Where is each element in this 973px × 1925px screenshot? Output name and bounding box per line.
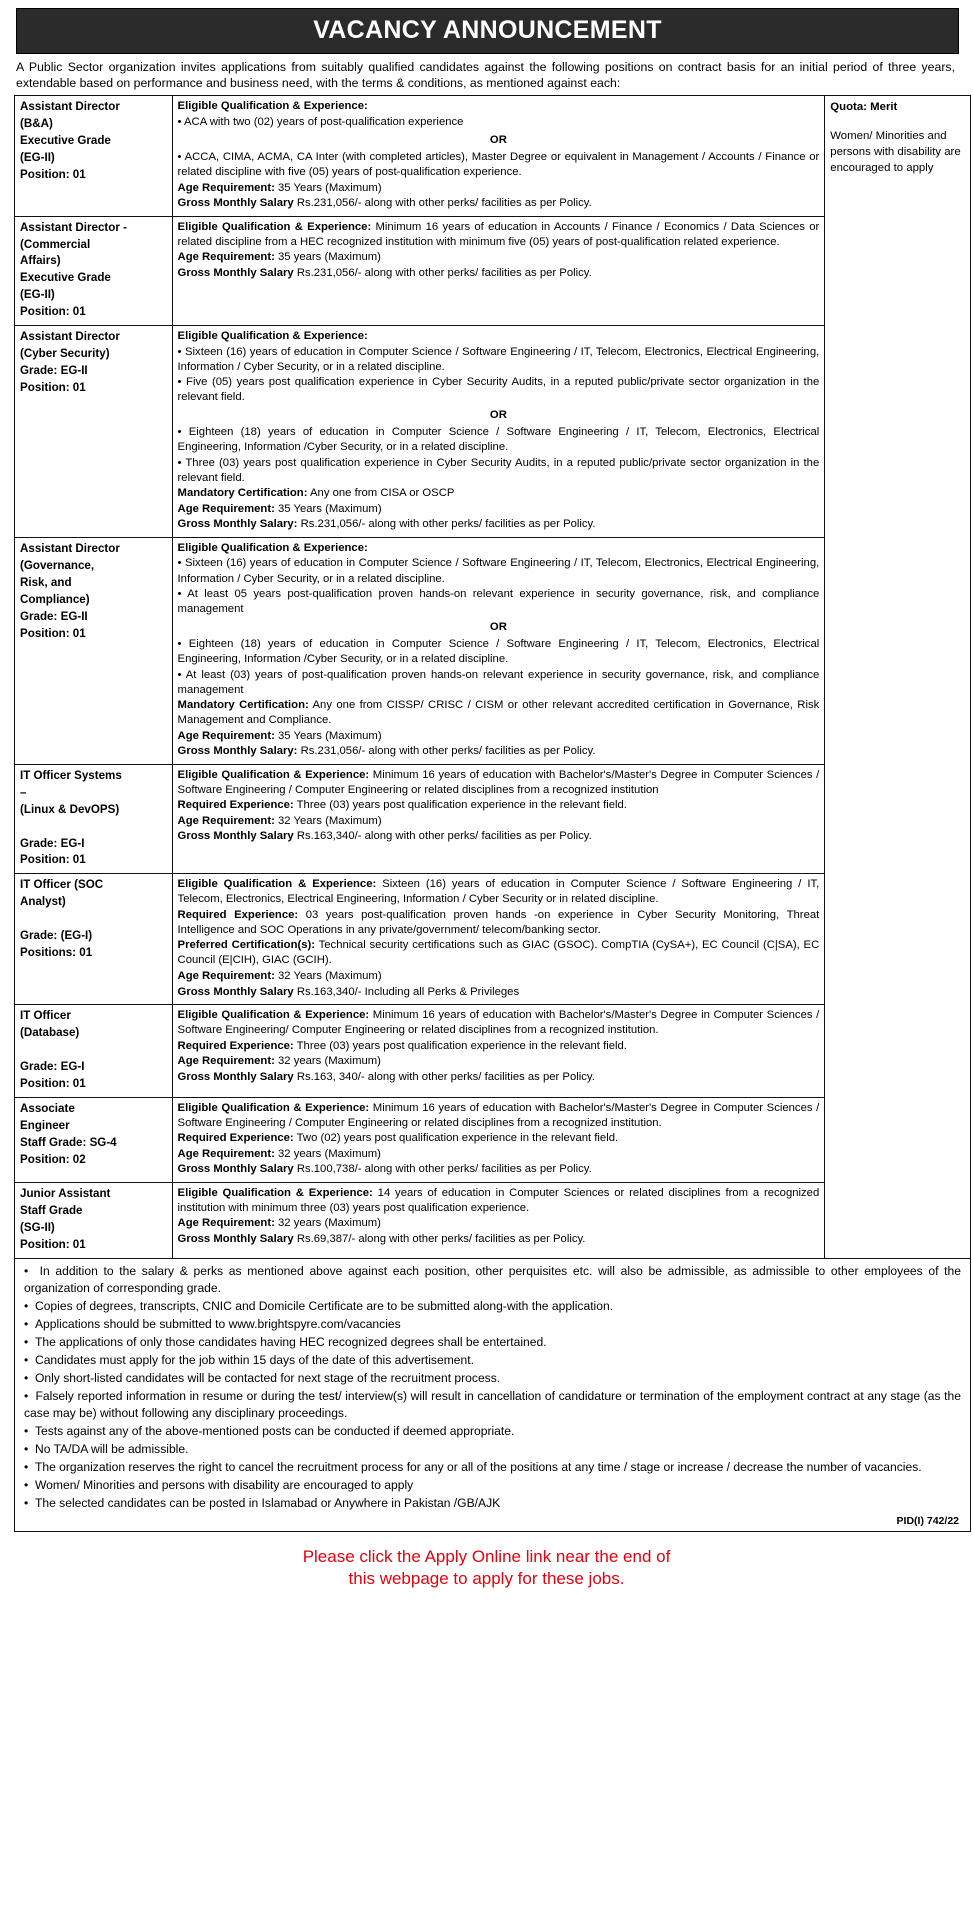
position-title-line: (Linux & DevOPS): [20, 802, 120, 816]
gross-monthly-salary-label: Gross Monthly Salary: [177, 1163, 294, 1176]
eligible-qualification-value: Minimum 16 years of education in Accounts / Finance / Economics / Data Sciences or related discipline from a HEC recognized institution with minimum five (05) years of post-qualification related experience.: [177, 220, 820, 248]
required-experience: [178, 1131, 820, 1146]
position-detail-cell: [172, 874, 825, 1005]
qualification-bullet: • Three (03) years post qualification experience in Cyber Security Audits, in a reputed public/private sector organization in the relevant field.: [177, 456, 820, 484]
position-title-cell: [15, 874, 173, 1005]
position-title-cell: [15, 216, 173, 326]
age-requirement: [178, 969, 820, 984]
age-requirement: [178, 250, 820, 265]
age-requirement-value: 32 Years (Maximum): [277, 970, 382, 982]
note-item: • Falsely reported information in resume or during the test/ interview(s) will result in cancellation of candidature or termination of the employment contract at any stage (as the case may be) without following any disciplinary proceedings.: [24, 1388, 961, 1422]
position-detail-cell: [172, 1005, 825, 1098]
age-requirement-label: Age Requirement:: [177, 970, 275, 982]
position-title-cell: [15, 764, 173, 874]
qualification-bullet: • ACA with two (02) years of post-qualification experience: [177, 115, 464, 128]
gross-monthly-salary: [178, 517, 820, 532]
position-title-line: Position: 01: [20, 853, 86, 867]
position-title-line: Staff Grade: [20, 1203, 83, 1217]
gross-monthly-salary-label: Gross Monthly Salary: [177, 1070, 294, 1083]
age-requirement: [178, 1147, 820, 1162]
eligible-qualification: [178, 541, 820, 556]
position-detail-cell: [172, 1182, 825, 1258]
position-title-line: (SG-II): [20, 1220, 55, 1234]
position-title-line: Grade: EG-I: [20, 836, 85, 850]
mandatory-certification-label: Mandatory Certification:: [177, 699, 309, 712]
position-title-line: Executive Grade: [20, 271, 111, 285]
gross-monthly-salary-value: Rs.231,056/- along with other perks/ facilities as per Policy.: [300, 518, 596, 531]
position-detail-cell: [172, 1097, 825, 1182]
position-title-cell: [15, 326, 173, 538]
mandatory-certification-value: Any one from CISSP/ CRISC / CISM or other relevant accredited certification in Governance, Risk Management and Compliance.: [177, 699, 820, 727]
position-title-line: Assistant Director: [20, 541, 120, 555]
quota-cell: [825, 96, 971, 1258]
age-requirement: [178, 181, 820, 196]
age-requirement-label: Age Requirement:: [177, 1217, 275, 1230]
position-title-line: Position: 01: [20, 381, 86, 395]
gross-monthly-salary-value: Rs.163, 340/- along with other perks/ facilities as per Policy.: [296, 1070, 595, 1083]
position-title-line: Assistant Director -: [20, 220, 127, 234]
gross-monthly-salary-label: Gross Monthly Salary: [177, 197, 294, 210]
qualification-bullet: • At least (03) years of post-qualification proven hands-on relevant experience in security governance, risk, and compliance management: [177, 668, 820, 696]
apply-note-line-2: this webpage to apply for these jobs.: [348, 1569, 625, 1589]
eligible-qualification: [178, 329, 820, 344]
position-title-cell: [15, 1005, 173, 1098]
eligible-qualification: [178, 99, 820, 114]
or-separator: OR: [489, 133, 507, 146]
position-title-line: Position: 01: [20, 626, 86, 640]
age-requirement-value: 32 years (Maximum): [277, 1055, 381, 1068]
eligible-qualification: [178, 220, 820, 250]
note-item: • The selected candidates can be posted in Islamabad or Anywhere in Pakistan /GB/AJK: [24, 1495, 961, 1512]
position-title-line: Grade: EG-II: [20, 364, 88, 378]
eligible-qualification-label: Eligible Qualification & Experience:: [177, 878, 377, 891]
position-title-line: Affairs): [20, 254, 61, 268]
mandatory-certification-value: Any one from CISA or OSCP: [310, 487, 455, 500]
note-item: • Tests against any of the above-mentioned posts can be conducted if deemed appropriate.: [24, 1423, 961, 1440]
position-title-line: [20, 819, 167, 835]
position-title-line: (Governance,: [20, 558, 95, 572]
required-experience-label: Required Experience:: [177, 1039, 294, 1052]
position-title-line: Grade: (EG-I): [20, 929, 93, 943]
required-experience: [178, 1039, 820, 1054]
notes-section: [14, 1259, 971, 1532]
required-experience-value: Two (02) years post qualification experience in the relevant field.: [296, 1132, 619, 1145]
eligible-qualification-label: Eligible Qualification & Experience:: [177, 100, 368, 113]
eligible-qualification-value: 14 years of education in Computer Sciences or related disciplines from a recognized institution with minimum three (03) years post qualification experience.: [177, 1186, 820, 1214]
position-title-line: (B&A): [20, 117, 53, 131]
apply-online-note: [8, 1546, 965, 1600]
required-experience-value: 03 years post-qualification proven hands -on experience in Cyber Security Monitoring, Threat Intelligence and SOC Operations in any private/government/ telecom/banking sector.: [177, 908, 820, 936]
position-title-line: (EG-II): [20, 151, 55, 165]
position-title-line: Staff Grade: SG-4: [20, 1135, 117, 1149]
note-item: • Only short-listed candidates will be contacted for next stage of the recruitment process.: [24, 1370, 961, 1387]
gross-monthly-salary-value: Rs.231,056/- along with other perks/ facilities as per Policy.: [300, 745, 596, 758]
qualification-bullet: • Eighteen (18) years of education in Computer Science / Software Engineering / IT, Telecom, Electronics, Electrical Engineering, Information /Cyber Security, or in a related discipline.: [177, 638, 820, 666]
mandatory-certification: [178, 486, 820, 501]
required-experience: [178, 908, 820, 938]
gross-monthly-salary-value: Rs.231,056/- along with other perks/ facilities as per Policy.: [296, 197, 592, 210]
quota-title: Quota: Merit: [830, 101, 898, 114]
eligible-qualification-label: Eligible Qualification & Experience:: [177, 1101, 370, 1114]
position-title-line: Positions: 01: [20, 946, 93, 960]
gross-monthly-salary-value: Rs.100,738/- along with other perks/ facilities as per Policy.: [296, 1163, 592, 1176]
intro-paragraph: A Public Sector organization invites applications from suitably qualified candidates against the following positions on contract basis for an initial period of three years, extendable based on performance and business need, with the terms & conditions, as mentioned against each:: [16, 60, 955, 91]
note-item: • Candidates must apply for the job within 15 days of the date of this advertisement.: [24, 1352, 961, 1369]
position-title-line: Associate: [20, 1101, 75, 1115]
eligible-qualification-label: Eligible Qualification & Experience:: [177, 1009, 370, 1022]
or-separator: OR: [489, 621, 507, 634]
gross-monthly-salary-value: Rs.163,340/- along with other perks/ facilities as per Policy.: [296, 830, 592, 843]
eligible-qualification: [178, 877, 820, 907]
position-title-cell: [15, 1097, 173, 1182]
qualification-bullet: • Sixteen (16) years of education in Computer Science / Software Engineering / IT, Telecom, Electronics, Electrical Engineering, Information / Cyber Security, or in a related discipline.: [177, 557, 820, 585]
age-requirement-label: Age Requirement:: [177, 1055, 275, 1068]
age-requirement: [178, 814, 820, 829]
gross-monthly-salary: [178, 196, 820, 211]
position-title-line: Position: 01: [20, 305, 86, 319]
position-title-line: Executive Grade: [20, 134, 111, 148]
preferred-certification: [178, 938, 820, 968]
gross-monthly-salary-value: Rs.231,056/- along with other perks/ facilities as per Policy.: [296, 266, 592, 279]
quota-note: Women/ Minorities and persons with disability are encouraged to apply: [830, 129, 961, 174]
position-title-line: Position: 01: [20, 1237, 86, 1251]
note-item: • The applications of only those candidates having HEC recognized degrees shall be entertained.: [24, 1334, 961, 1351]
position-title-line: Risk, and: [20, 575, 72, 589]
gross-monthly-salary: [178, 1162, 820, 1177]
gross-monthly-salary: [178, 266, 820, 281]
gross-monthly-salary-label: Gross Monthly Salary: [177, 830, 294, 843]
position-title-cell: [15, 537, 173, 764]
position-title-line: (EG-II): [20, 288, 55, 302]
required-experience-value: Three (03) years post qualification experience in the relevant field.: [296, 799, 627, 812]
age-requirement-value: 32 Years (Maximum): [277, 814, 382, 827]
note-item: • The organization reserves the right to cancel the recruitment process for any or all of the positions at any time / stage or increase / decrease the number of vacancies.: [24, 1459, 961, 1476]
eligible-qualification-label: Eligible Qualification & Experience:: [177, 541, 368, 554]
gross-monthly-salary-label: Gross Monthly Salary:: [177, 745, 298, 758]
mandatory-certification: [178, 698, 820, 728]
position-detail-cell: [172, 764, 825, 874]
or-separator: OR: [489, 409, 507, 422]
position-title-line: [20, 1042, 167, 1058]
qualification-bullet: • Eighteen (18) years of education in Computer Science / Software Engineering / IT, Telecom, Electronics, Electrical Engineering, Information /Cyber Security, or in a related discipline.: [177, 426, 820, 454]
gross-monthly-salary-value: Rs.163,340/- Including all Perks & Privileges: [296, 985, 520, 998]
position-title-line: Grade: EG-I: [20, 1059, 85, 1073]
age-requirement-value: 32 years (Maximum): [277, 1147, 381, 1160]
age-requirement: [178, 1216, 820, 1231]
required-experience-label: Required Experience:: [177, 799, 294, 812]
age-requirement-label: Age Requirement:: [177, 729, 275, 742]
eligible-qualification: [178, 1101, 820, 1131]
gross-monthly-salary: [178, 985, 820, 1000]
qualification-bullet: • Five (05) years post qualification experience in Cyber Security Audits, in a reputed public/private sector organization in the relevant field.: [177, 376, 820, 404]
position-detail-cell: [172, 96, 825, 216]
position-detail-cell: [172, 326, 825, 538]
age-requirement-label: Age Requirement:: [177, 251, 275, 264]
eligible-qualification-label: Eligible Qualification & Experience:: [177, 330, 368, 343]
position-title-line: IT Officer Systems: [20, 768, 122, 782]
gross-monthly-salary: [178, 1232, 820, 1247]
position-title-line: Junior Assistant: [20, 1186, 111, 1200]
eligible-qualification: [178, 768, 820, 798]
age-requirement-label: Age Requirement:: [177, 814, 275, 827]
qualification-bullet: • ACCA, CIMA, ACMA, CA Inter (with completed articles), Master Degree or equivalent in Management / Accounts / Finance or related discipline with five (05) years of post-qualification experience.: [177, 150, 820, 178]
required-experience-label: Required Experience:: [177, 1132, 294, 1145]
gross-monthly-salary-value: Rs.69,387/- along with other perks/ facilities as per Policy.: [296, 1232, 586, 1245]
age-requirement-value: 35 Years (Maximum): [277, 729, 382, 742]
eligible-qualification-label: Eligible Qualification & Experience:: [177, 220, 372, 233]
gross-monthly-salary-label: Gross Monthly Salary: [177, 985, 294, 998]
qualification-bullet: • At least 05 years post-qualification proven hands-on relevant experience in security governance, risk, and compliance management: [177, 588, 820, 616]
position-title-line: IT Officer (SOC: [20, 878, 104, 892]
position-title-line: Position: 01: [20, 168, 86, 182]
position-detail-cell: [172, 216, 825, 326]
position-detail-cell: [172, 537, 825, 764]
eligible-qualification-value: Minimum 16 years of education with Bachelor's/Master's Degree in Computer Sciences / Software Engineering/ Computer Engineering or related disciplines from a recognized institution.: [177, 1009, 820, 1037]
required-experience-value: Three (03) years post qualification experience in the relevant field.: [296, 1039, 627, 1052]
position-title-line: Engineer: [20, 1118, 70, 1132]
age-requirement-value: 35 years (Maximum): [277, 251, 381, 264]
age-requirement-label: Age Requirement:: [177, 181, 275, 194]
position-title-line: (Cyber Security): [20, 347, 110, 361]
page-title: VACANCY ANNOUNCEMENT: [16, 8, 959, 54]
position-title-line: IT Officer: [20, 1009, 71, 1023]
position-title-line: [20, 911, 167, 927]
age-requirement-label: Age Requirement:: [177, 1147, 275, 1160]
apply-note-line-1: Please click the Apply Online link near the end of: [302, 1547, 671, 1567]
position-title-line: Assistant Director: [20, 330, 120, 344]
age-requirement-value: 32 years (Maximum): [277, 1217, 381, 1230]
position-title-cell: [15, 1182, 173, 1258]
position-title-line: Grade: EG-II: [20, 609, 88, 623]
position-title-line: (Commercial: [20, 237, 91, 251]
gross-monthly-salary-label: Gross Monthly Salary: [177, 1232, 294, 1245]
position-title-line: Position: 01: [20, 1076, 86, 1090]
gross-monthly-salary-label: Gross Monthly Salary: [177, 266, 294, 279]
eligible-qualification: [178, 1008, 820, 1038]
position-title-cell: [15, 96, 173, 216]
note-item: • Women/ Minorities and persons with disability are encouraged to apply: [24, 1477, 961, 1494]
age-requirement-value: 35 Years (Maximum): [277, 181, 382, 194]
eligible-qualification-value: Sixteen (16) years of education in Computer Science / Software Engineering / IT, Telecom, Electronics, Electrical Engineering, Information / Cyber Security or in related discipline.: [177, 878, 820, 906]
position-title-line: Position: 02: [20, 1152, 86, 1166]
position-title-line: Assistant Director: [20, 100, 120, 114]
positions-table: [14, 95, 971, 1258]
eligible-qualification-value: Minimum 16 years of education with Bachelor's/Master's Degree in Computer Sciences / Software Engineering / Computer Engineering or related disciplines from a recognized institution.: [177, 1101, 820, 1129]
note-item: • Copies of degrees, transcripts, CNIC and Domicile Certificate are to be submitted along-with the application.: [24, 1298, 961, 1315]
preferred-certification-label: Preferred Certification(s):: [177, 939, 316, 952]
pid-reference: PID(I) 742/22: [896, 1515, 959, 1528]
position-title-line: (Database): [20, 1025, 80, 1039]
gross-monthly-salary: [178, 1070, 820, 1085]
gross-monthly-salary-label: Gross Monthly Salary:: [177, 518, 298, 531]
note-item: • In addition to the salary & perks as mentioned above against each position, other perquisites etc. will also be admissible, as admissible to other employees of the organization of corresponding grade.: [24, 1263, 961, 1297]
position-title-line: –: [20, 785, 27, 799]
eligible-qualification-label: Eligible Qualification & Experience:: [177, 768, 370, 781]
qualification-bullet: • Sixteen (16) years of education in Computer Science / Software Engineering / IT, Telecom, Electronics, Electrical Engineering, Information / Cyber Security, or in a related discipline.: [177, 345, 820, 373]
note-item: • No TA/DA will be admissible.: [24, 1441, 961, 1458]
age-requirement-value: 35 Years (Maximum): [277, 502, 382, 515]
required-experience-label: Required Experience:: [177, 908, 299, 921]
age-requirement-label: Age Requirement:: [177, 502, 275, 515]
table-row: [15, 96, 971, 216]
note-item: • Applications should be submitted to www.brightspyre.com/vacancies: [24, 1316, 961, 1333]
age-requirement: [178, 1054, 820, 1069]
required-experience: [178, 798, 820, 813]
eligible-qualification-value: Minimum 16 years of education with Bachelor's/Master's Degree in Computer Sciences / Software Engineering / Computer Engineering or related disciplines from a recognized institution: [177, 768, 820, 796]
gross-monthly-salary: [178, 744, 820, 759]
gross-monthly-salary: [178, 829, 820, 844]
preferred-certification-value: Technical security certifications such as GIAC (GSOC). CompTIA (CySA+), EC Council (C|SA), EC Council (E|CIH), GIAC (GCIH).: [177, 939, 820, 967]
position-title-line: Compliance): [20, 592, 90, 606]
eligible-qualification-label: Eligible Qualification & Experience:: [177, 1186, 373, 1199]
eligible-qualification: [178, 1186, 820, 1216]
mandatory-certification-label: Mandatory Certification:: [177, 487, 308, 500]
age-requirement: [178, 729, 820, 744]
position-title-line: Analyst): [20, 895, 66, 909]
age-requirement: [178, 502, 820, 517]
